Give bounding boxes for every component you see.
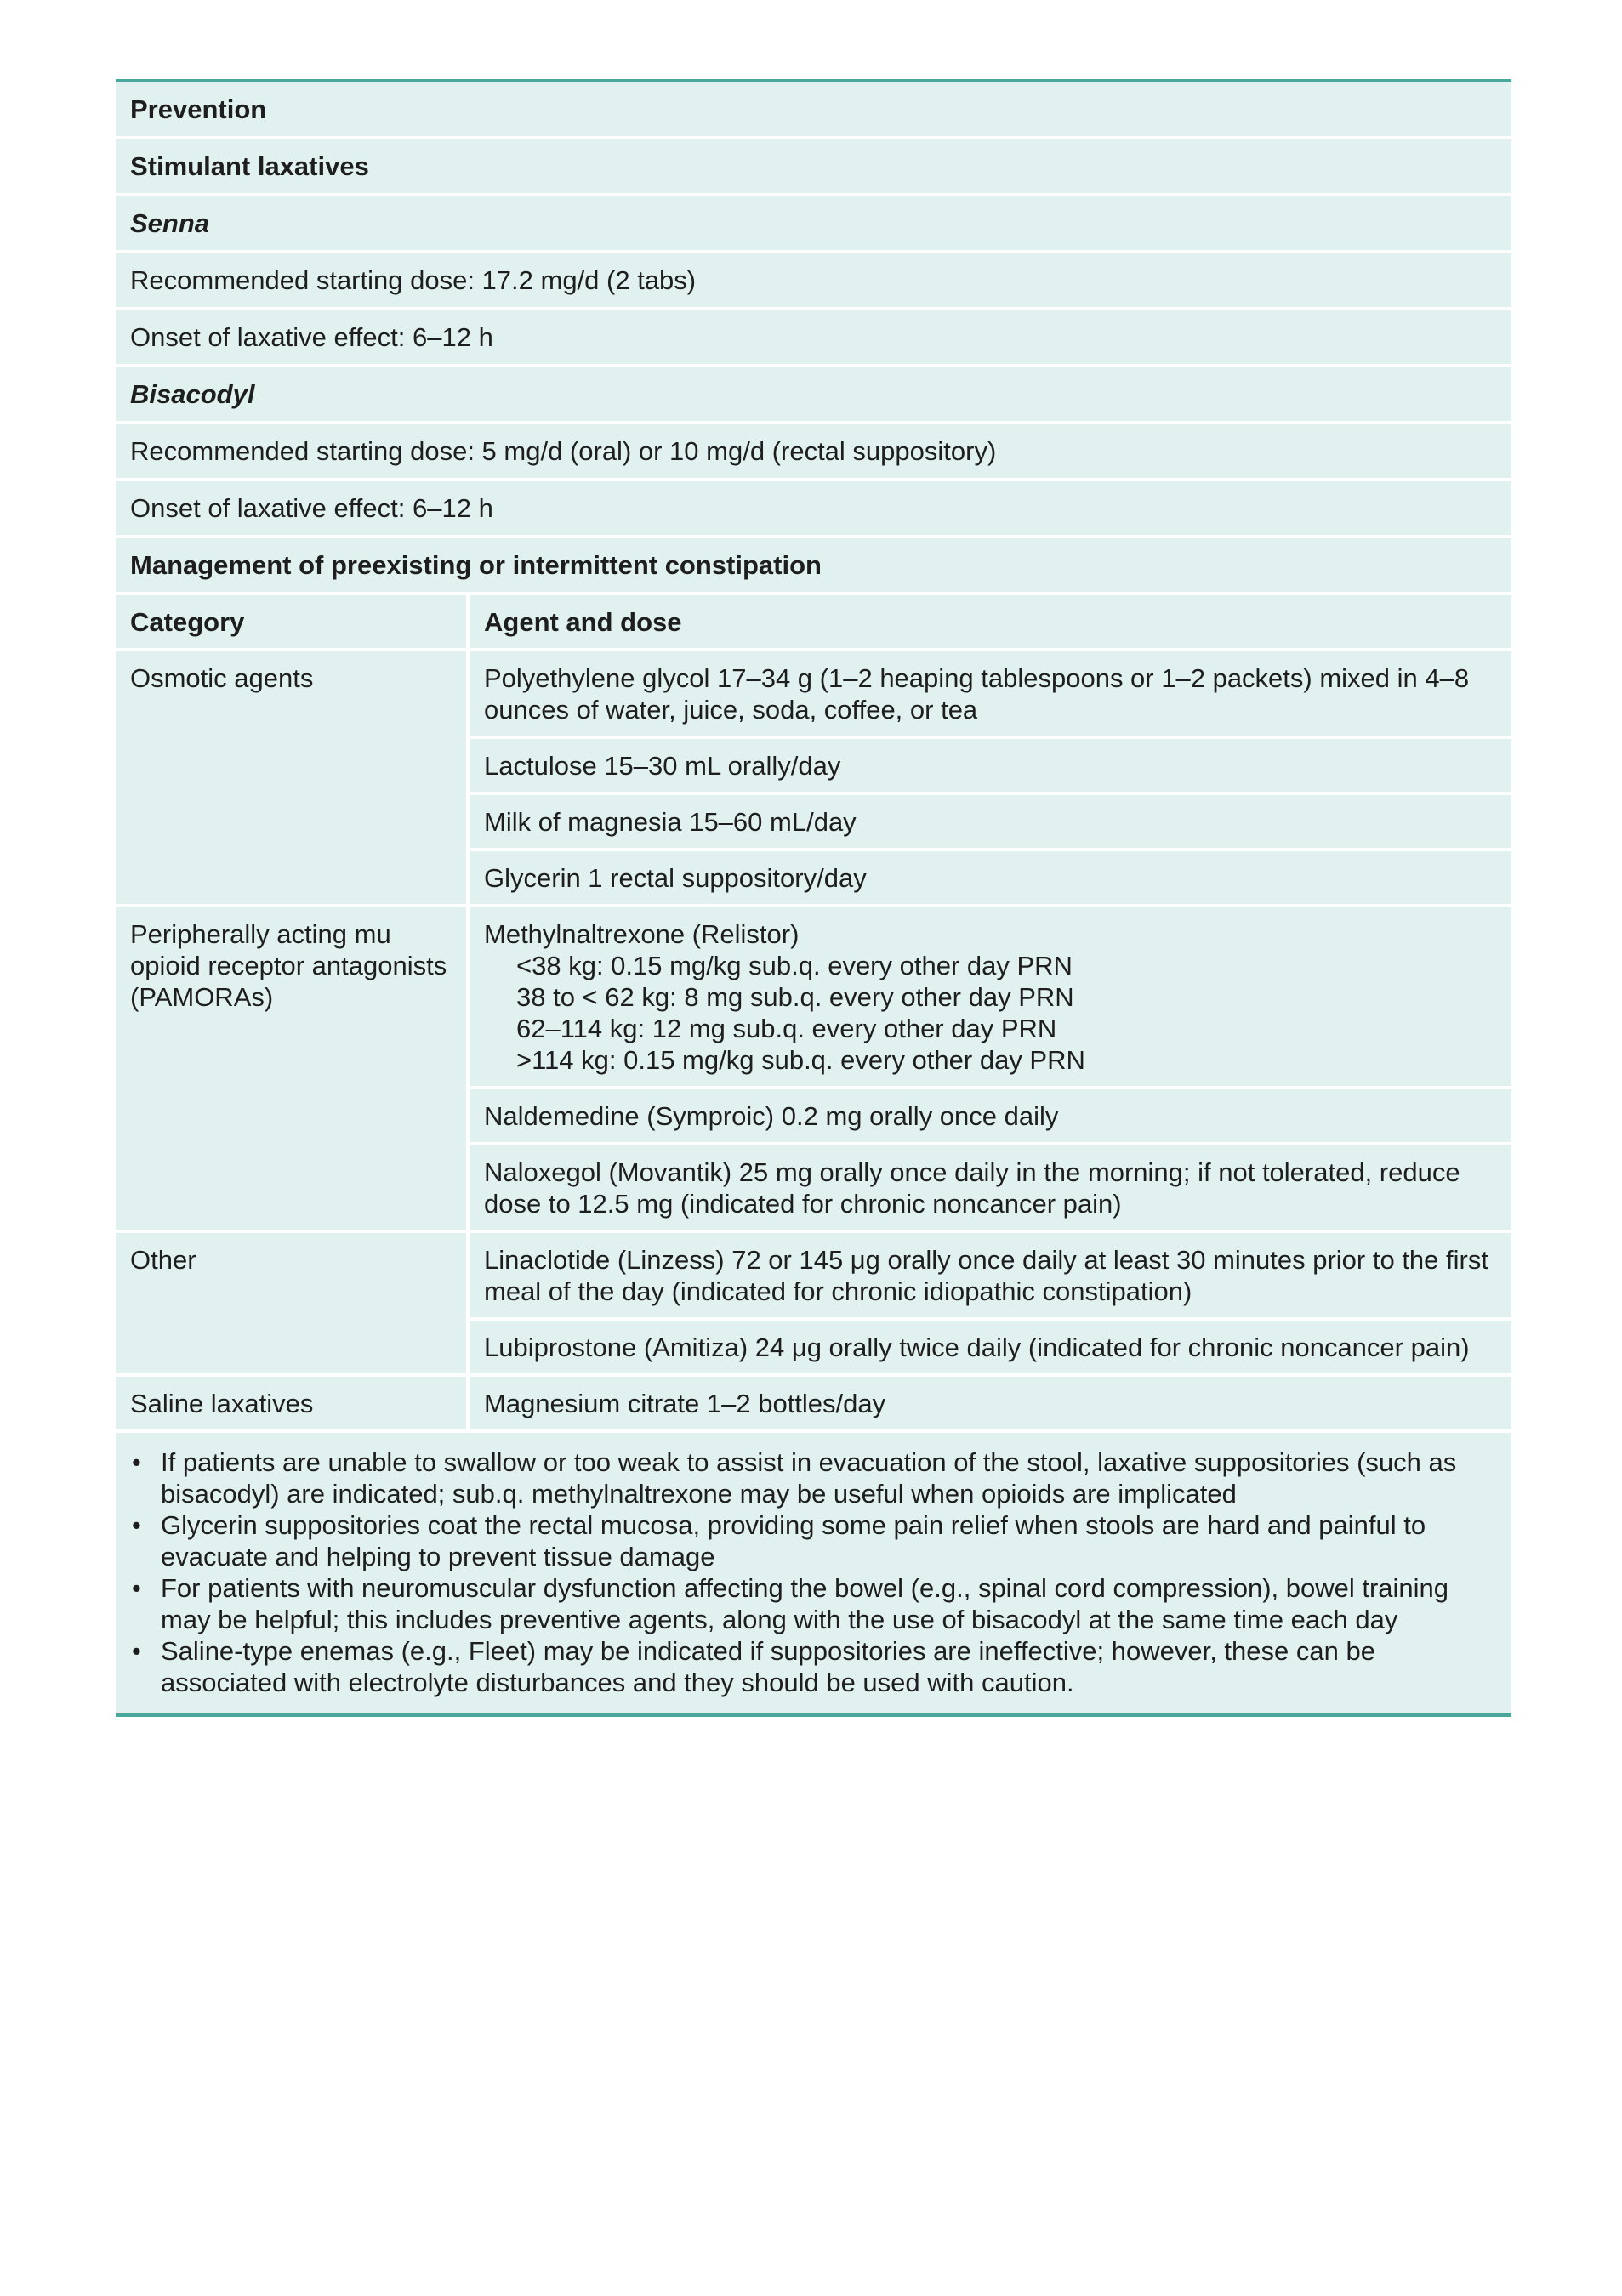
note-text: Glycerin suppositories coat the rectal mucosa, providing some pain relief when stools are hard and painful to evacuate and helping to prevent tissue damage [161,1510,1426,1571]
bisacodyl-onset: Onset of laxative effect: 6–12 h [116,481,1511,538]
list-item [130,1572,1498,1635]
agent-cell: Naldemedine (Symproic) 0.2 mg orally once daily [470,1089,1511,1145]
column-header-agent: Agent and dose [470,595,1511,648]
agent-cell: Magnesium citrate 1–2 bottles/day [470,1377,1511,1429]
category-cell: Other [116,1233,470,1373]
table-row-pamoras [116,907,1511,1233]
stimulant-laxatives-heading: Stimulant laxatives [116,139,1511,196]
management-heading: Management of preexisting or intermittent constipation [116,538,1511,595]
constipation-table [116,79,1511,1717]
senna-heading: Senna [116,196,1511,253]
table-row-osmotic [116,651,1511,907]
dose-line: 62–114 kg: 12 mg sub.q. every other day PRN [516,1014,1057,1043]
agent-cell-methylnaltrexone [470,907,1511,1089]
dose-line: <38 kg: 0.15 mg/kg sub.q. every other day PRN [516,951,1073,980]
column-header-category: Category [116,595,470,648]
notes-list [130,1446,1498,1698]
methylnaltrexone-title: Methylnaltrexone (Relistor) [484,919,800,949]
list-item [130,1446,1498,1509]
agent-cell: Polyethylene glycol 17–34 g (1–2 heaping tablespoons or 1–2 packets) mixed in 4–8 ounces of water, juice, soda, coffee, or tea [470,651,1511,739]
dose-line: >114 kg: 0.15 mg/kg sub.q. every other day PRN [516,1045,1085,1075]
bullet: • [132,1636,141,1666]
prevention-heading: Prevention [116,82,1511,139]
agent-cell: Glycerin 1 rectal suppository/day [470,851,1511,904]
bullet: • [132,1447,141,1477]
senna-dose: Recommended starting dose: 17.2 mg/d (2 tabs) [116,253,1511,310]
category-cell: Osmotic agents [116,651,470,904]
category-cell: Peripherally acting mu opioid receptor antagonists (PAMORAs) [116,907,470,1230]
table-row-other [116,1233,1511,1377]
column-header-row [116,595,1511,651]
table-row-saline [116,1377,1511,1433]
note-text: For patients with neuromuscular dysfunction affecting the bowel (e.g., spinal cord compression), bowel training may be helpful; this includes preventive agents, along with the use of bisacodyl at the same time each day [161,1573,1449,1634]
agent-cell: Lubiprostone (Amitiza) 24 μg orally twice daily (indicated for chronic noncancer pain) [470,1321,1511,1373]
bisacodyl-heading: Bisacodyl [116,367,1511,424]
senna-onset: Onset of laxative effect: 6–12 h [116,310,1511,367]
note-text: Saline-type enemas (e.g., Fleet) may be indicated if suppositories are ineffective; however, these can be associated with electrolyte disturbances and they should be used with caution. [161,1636,1375,1697]
list-item [130,1635,1498,1698]
agent-cell: Naloxegol (Movantik) 25 mg orally once daily in the morning; if not tolerated, reduce dose to 12.5 mg (indicated for chronic noncancer pain) [470,1145,1511,1230]
agent-cell: Linaclotide (Linzess) 72 or 145 μg orally once daily at least 30 minutes prior to the first meal of the day (indicated for chronic idiopathic constipation) [470,1233,1511,1321]
bullet: • [132,1510,141,1540]
agent-cell: Milk of magnesia 15–60 mL/day [470,795,1511,851]
bisacodyl-dose: Recommended starting dose: 5 mg/d (oral) or 10 mg/d (rectal suppository) [116,424,1511,481]
category-cell: Saline laxatives [116,1377,470,1429]
bullet: • [132,1573,141,1603]
agent-cell: Lactulose 15–30 mL orally/day [470,739,1511,795]
list-item [130,1509,1498,1572]
dose-line: 38 to < 62 kg: 8 mg sub.q. every other day PRN [516,982,1074,1012]
notes-section [116,1433,1511,1713]
note-text: If patients are unable to swallow or too weak to assist in evacuation of the stool, laxative suppositories (such as bisacodyl) are indicated; sub.q. methylnaltrexone may be useful when opioids are implicated [161,1447,1457,1509]
